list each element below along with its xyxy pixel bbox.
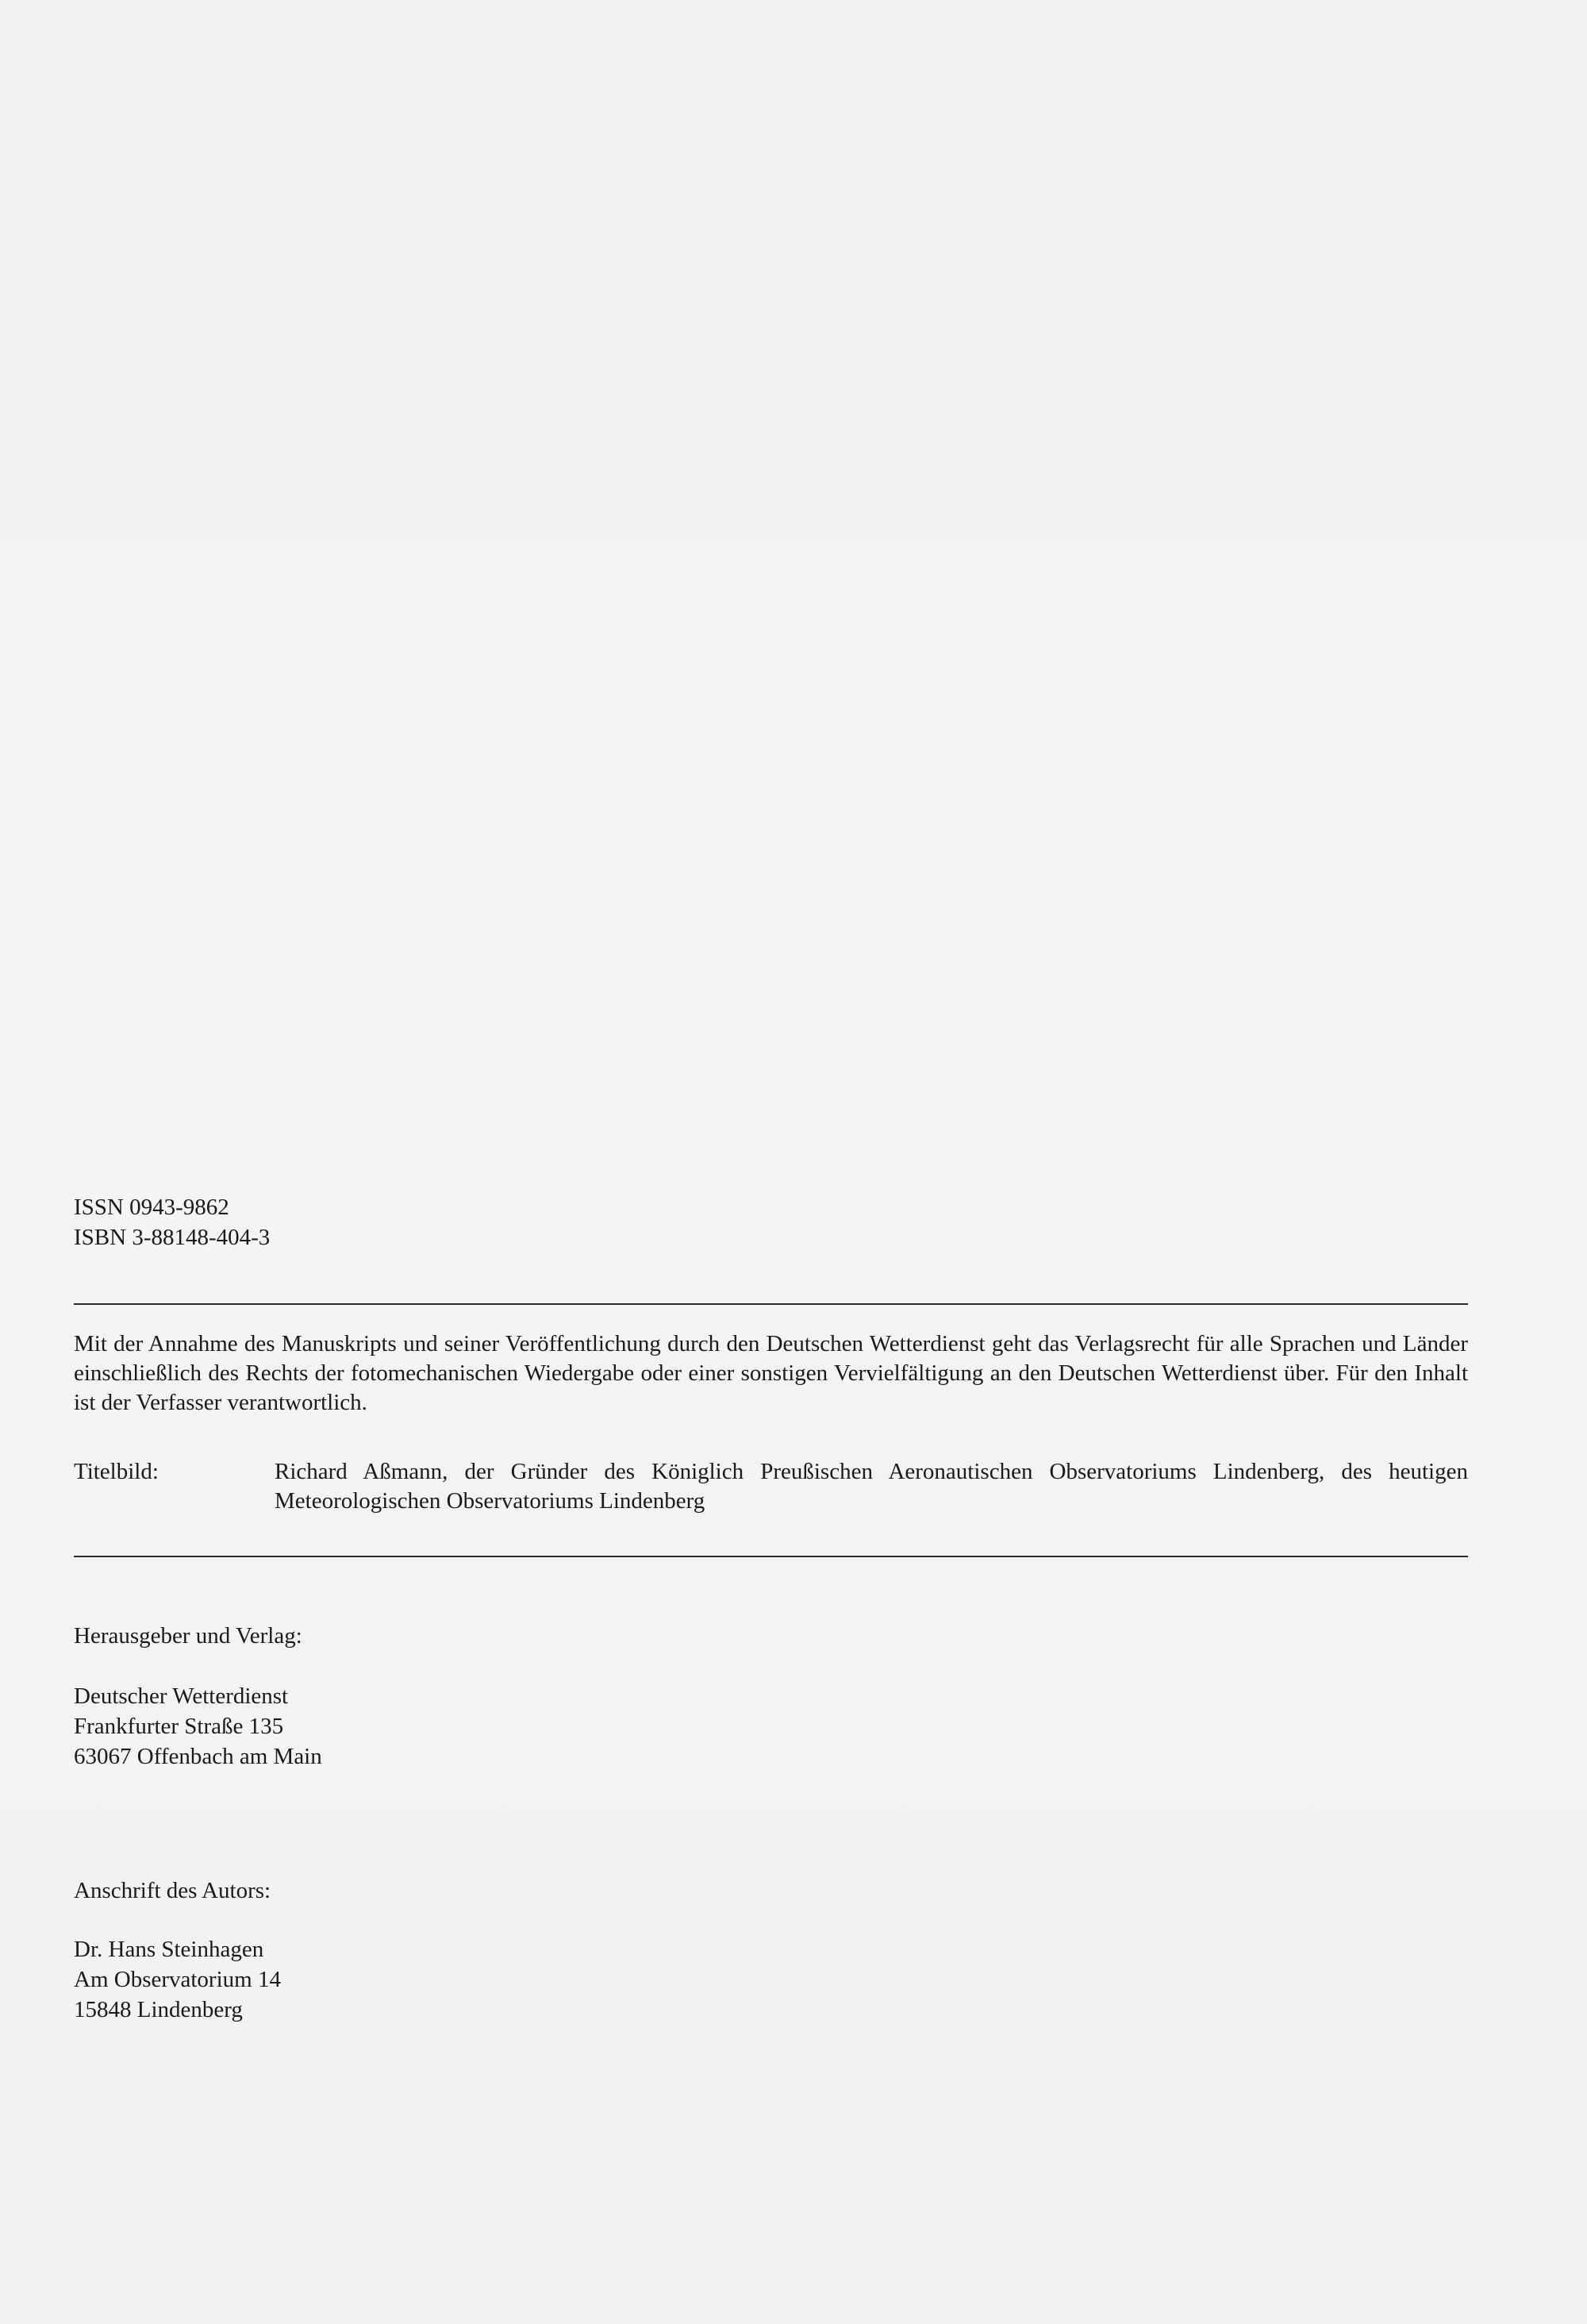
publisher-heading: Herausgeber und Verlag: <box>74 1623 302 1649</box>
author-name: Dr. Hans Steinhagen <box>74 1937 264 1962</box>
rights-notice: Mit der Annahme des Manuskripts und seiner Veröffentlichung durch den Deutschen Wetterdienst geht das Verlagsrecht für alle Sprachen und Länder einschließlich des Rechts der fotomechanischen Wiedergabe oder einer sonstigen Vervielfältigung an den Deutschen Wetterdienst über. Für den Inhalt ist der Verfasser verantwortlich. <box>74 1331 1468 1415</box>
identifier-block <box>74 1192 270 1252</box>
bottom-divider <box>74 1556 1468 1557</box>
author-city: 15848 Lindenberg <box>74 1997 243 2022</box>
cover-image-credit <box>74 1457 1468 1516</box>
publisher-address <box>74 1681 322 1772</box>
top-divider <box>74 1303 1468 1305</box>
publisher-street: Frankfurter Straße 135 <box>74 1714 284 1739</box>
publisher-city: 63067 Offenbach am Main <box>74 1744 322 1769</box>
isbn-line: ISBN 3-88148-404-3 <box>74 1225 271 1250</box>
author-street: Am Observatorium 14 <box>74 1967 281 1992</box>
cover-image-caption: Richard Aßmann, der Gründer des Königlich Preußischen Aeronautischen Observatoriums Lindenberg, des heutigen Meteorologischen Observatoriums Lindenberg <box>275 1459 1468 1514</box>
issn-line: ISSN 0943-9862 <box>74 1195 229 1220</box>
author-heading: Anschrift des Autors: <box>74 1878 271 1903</box>
author-address <box>74 1934 281 2025</box>
publisher-name: Deutscher Wetterdienst <box>74 1683 289 1709</box>
cover-image-label: Titelbild: <box>74 1459 159 1484</box>
